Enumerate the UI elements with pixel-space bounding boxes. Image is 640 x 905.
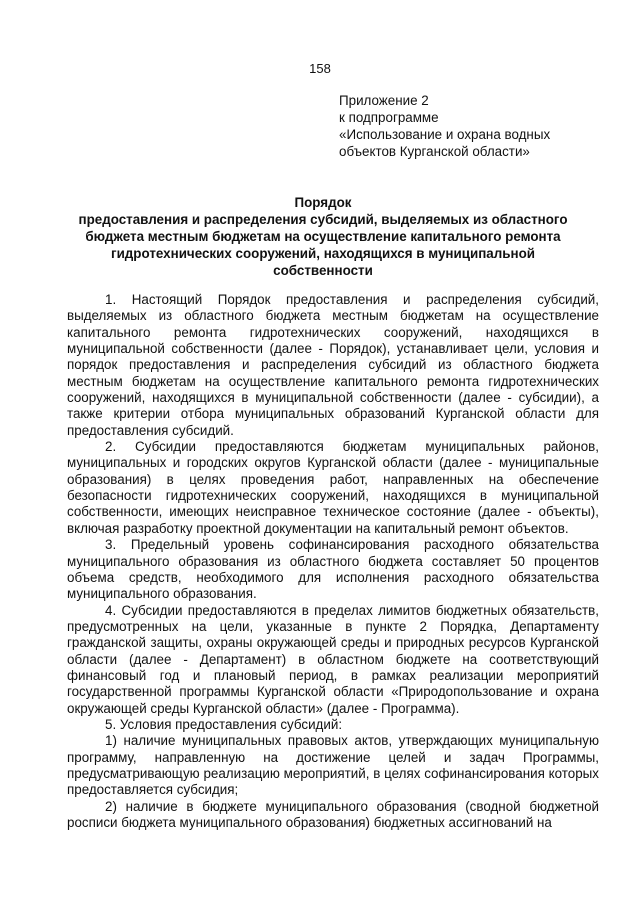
title-heading: Порядок [294,195,352,210]
paragraph: 5. Условия предоставления субсидий: [105,716,343,732]
appendix-line: к подпрограмме [339,110,439,125]
appendix-line: Приложение 2 [339,93,429,108]
appendix-reference [339,92,609,160]
document-body [67,292,599,831]
paragraph: 2. Субсидии предоставляются бюджетам муниципальных районов, муниципальных и городских округов Курганской области (далее - муниципальные образования) в целях проведения работ, направленных на обеспечение безопасности гидротехнических сооружений, находящихся в муниципальной собственности, имеющих неисправное техническое состояние (далее - объекты), включая разработку проектной документации на капитальный ремонт объектов. [67,439,599,536]
title-subtitle: предоставления и распределения субсидий, выделяемых из областного бюджета местным бюджетам на осуществление капитального ремонта гидротехнических сооружений, находящихся в муниципальной собственности [78,212,568,278]
page-number: 158 [309,61,331,76]
paragraph: 1. Настоящий Порядок предоставления и распределения субсидий, выделяемых из областного бюджета местным бюджетам на осуществление капитального ремонта гидротехнических сооружений, находящихся в муниципальной собственности (далее - Порядок), устанавливает цели, условия и порядок предоставления и распределения субсидий из областного бюджета местным бюджетам на осуществление капитального ремонта гидротехнических сооружений, находящихся в муниципальной собственности (далее - субсидии), а также критерии отбора муниципальных образований Курганской области для предоставления субсидий. [67,292,599,438]
paragraph: 4. Субсидии предоставляются в пределах лимитов бюджетных обязательств, предусмотренных на цели, указанные в пункте 2 Порядка, Департаменту гражданской защиты, охраны окружающей среды и природных ресурсов Курганской области (далее - Департамент) в областном бюджете на соответствующий финансовый год и плановый период, в рамках реализации мероприятий государственной программы Курганской области «Природопользование и охрана окружающей среды Курганской области» (далее - Программа). [67,602,599,716]
paragraph: 1) наличие муниципальных правовых актов, утверждающих муниципальную программу, направленную на достижение целей и задач Программы, предусматривающую реализацию мероприятий, в целях софинансирования которых предоставляется субсидия; [67,733,599,798]
paragraph: 2) наличие в бюджете муниципального образования (сводной бюджетной росписи бюджета муниципального образования) бюджетных ассигнований на [67,798,599,830]
document-title [62,194,584,279]
appendix-line: «Использование и охрана водных [339,127,551,142]
paragraph: 3. Предельный уровень софинансирования расходного обязательства муниципального образования из областного бюджета составляет 50 процентов объема средств, необходимого для исполнения расходного обязательства муниципального образования. [67,537,599,602]
appendix-line: объектов Курганской области» [339,144,530,159]
